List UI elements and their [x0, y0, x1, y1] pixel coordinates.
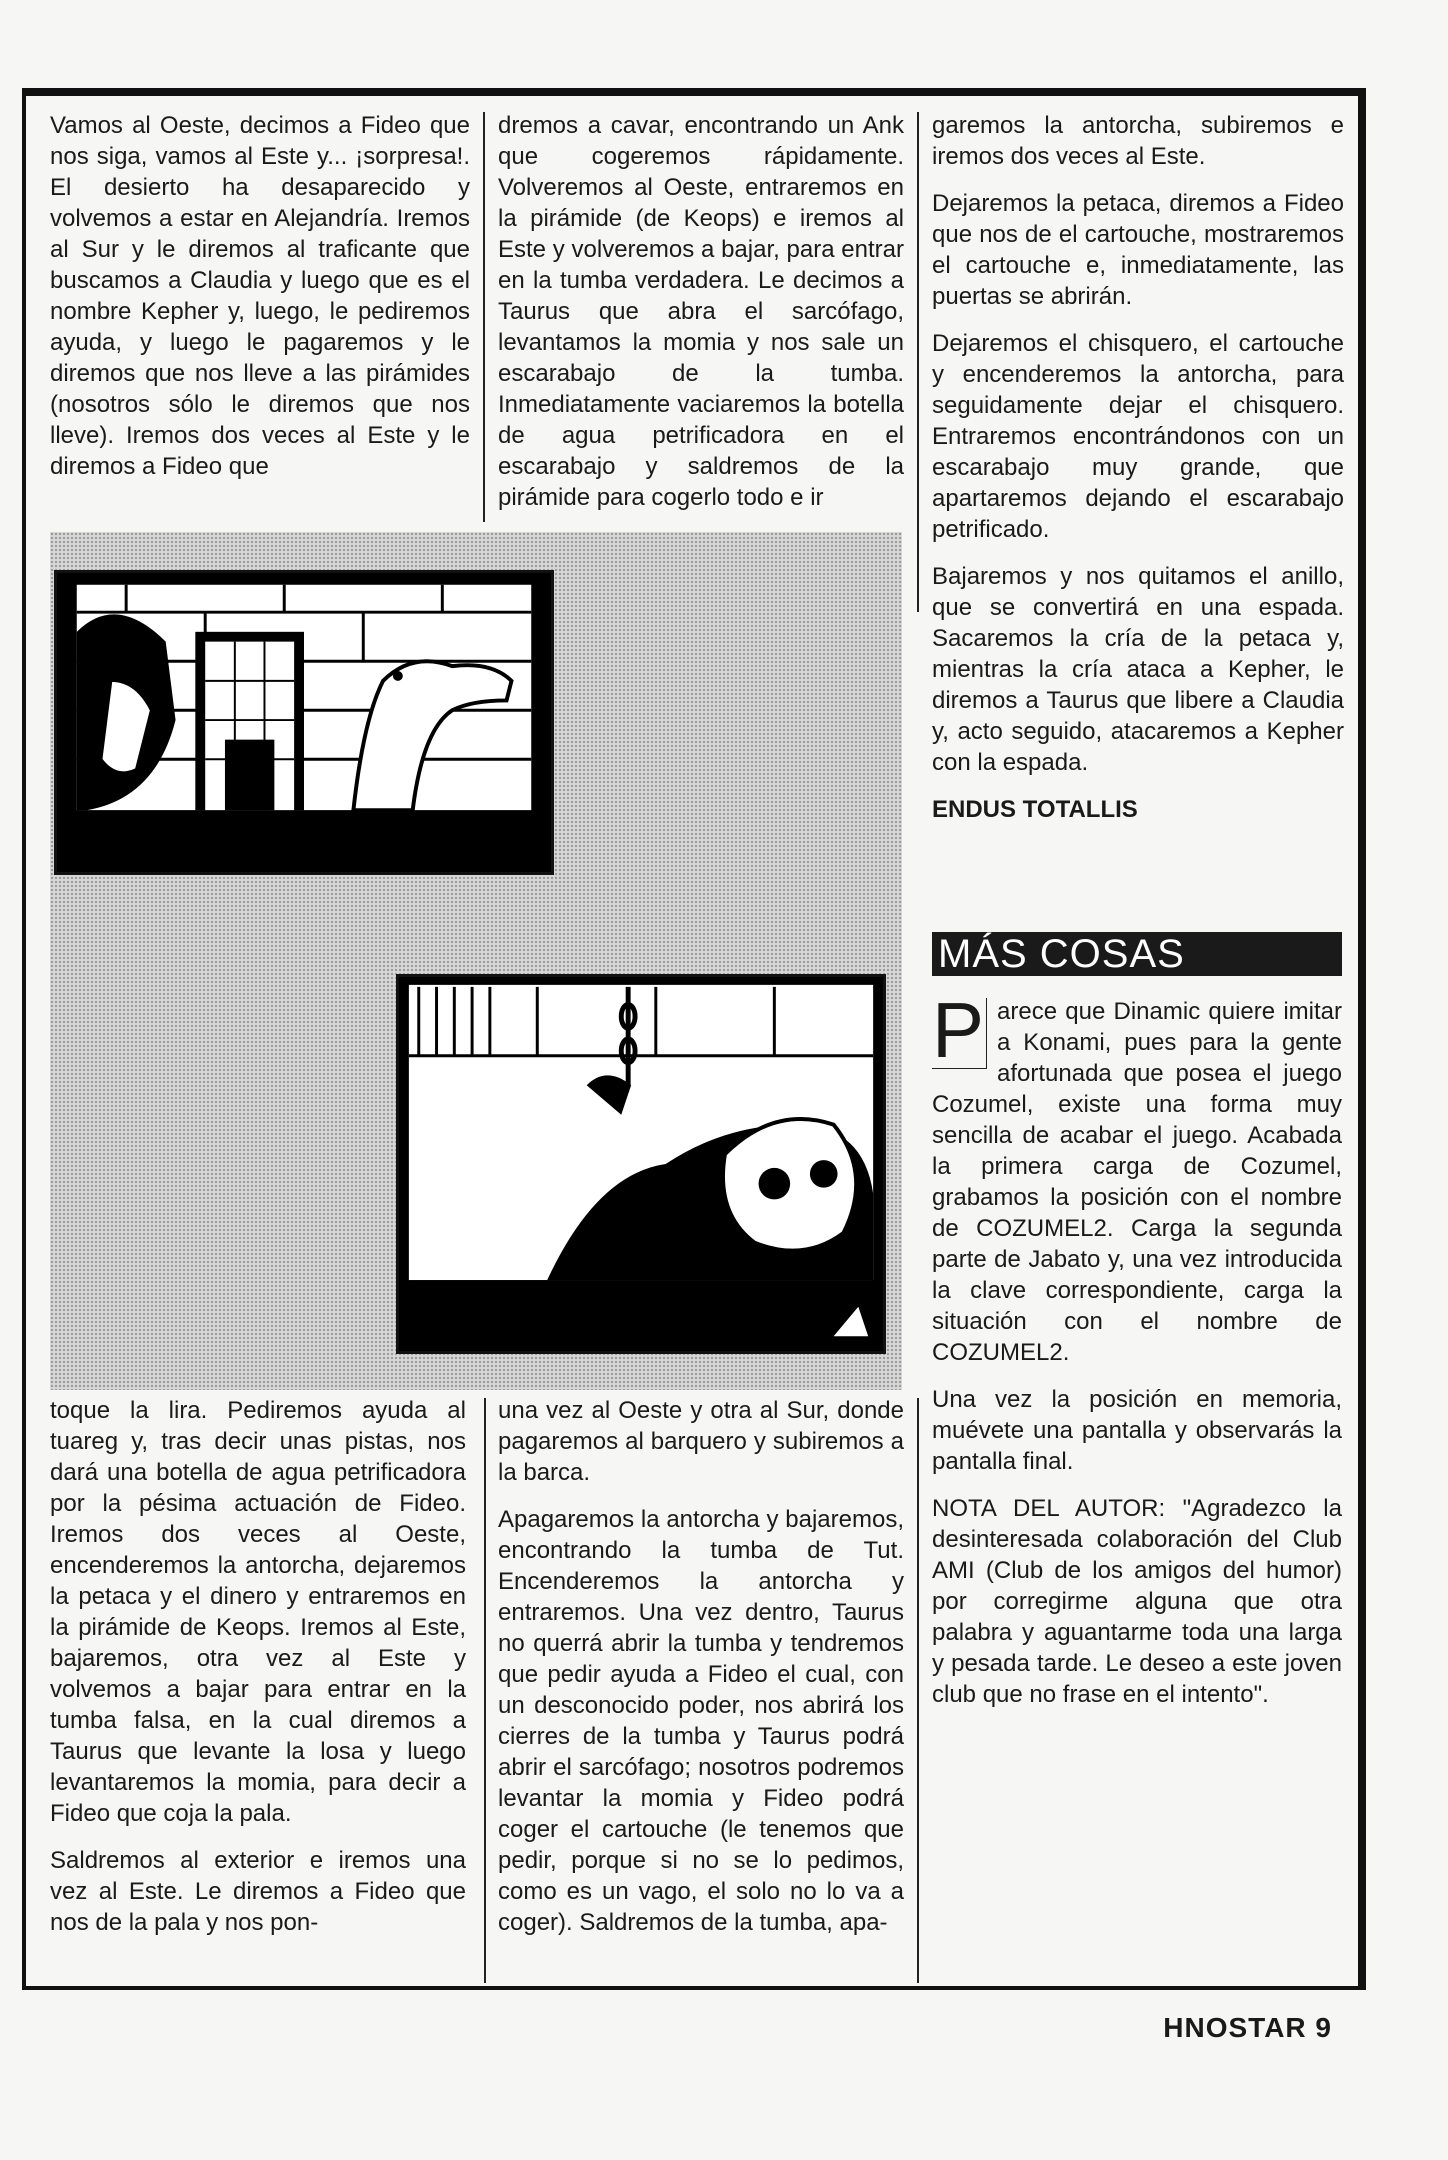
- paragraph: toque la lira. Pediremos ayuda al tuareg y, tras decir unas pistas, nos dará una botella de agua petrificadora por la pésima actuación de Fideo. Iremos dos veces al Oeste, encenderemos la antorcha, dejaremos la petaca y el dinero y entraremos en la pirámide de Keops. Iremos al Este, bajaremos, otra vez al Este y volvemos a bajar para entrar en la tumba falsa, en la cual diremos a Taurus que levante la losa y luego levantaremos la momia, para decir a Fideo que coja la pala.: [50, 1397, 466, 1827]
- column-1-bottom: [50, 1395, 466, 1954]
- paragraph: Vamos al Oeste, decimos a Fideo que nos siga, vamos al Este y... ¡sorpresa!. El desierto ha desaparecido y volvemos a estar en Alejandría. Iremos al Sur y le diremos al traficante que buscamos a Claudia y luego que es el nombre Kepher y, luego, le pediremos ayuda, y luego le pagaremos y le diremos que nos lleve a las pirámides (nosotros sólo le diremos que nos lleve). Iremos dos veces al Este y le diremos a Fideo que: [50, 112, 470, 480]
- game-screenshot-desert: [54, 570, 554, 875]
- paragraph-text: arece que Dinamic quiere imitar a Konami, pues para la gente afortunada que posea el juego Cozumel, existe una forma muy sencilla de acabar el juego. Acabada la primera carga de Cozumel, grabamos la posición con el nombre de COZUMEL2. Carga la segunda parte de Jabato y, una vez introducida la clave correspondiente, carga la situación con el nombre de COZUMEL2.: [932, 998, 1342, 1366]
- column-divider: [483, 112, 485, 522]
- paragraph: Dejaremos el chisquero, el cartouche y encenderemos la antorcha, para seguidamente dejar el chisquero. Entraremos encontrándonos con un escarabajo muy grande, que apartaremos dejando el escarabajo petrificado.: [932, 330, 1344, 543]
- column-divider: [917, 1398, 919, 1983]
- column-2-top: [498, 110, 904, 529]
- paragraph: Saldremos al exterior e iremos una vez al Este. Le diremos a Fideo que nos de la pala y nos pon-: [50, 1847, 466, 1936]
- column-divider: [917, 112, 919, 612]
- paragraph: NOTA DEL AUTOR: "Agradezco la desinteresada colaboración del Club AMI (Club de los amigos del humor) por corregirme alguna que otra palabra y aguantarme toda una larga y pesada tarde. Le deseo a este joven club que no frase en el intento".: [932, 1495, 1342, 1708]
- paragraph: Dejaremos la petaca, diremos a Fideo que nos de el cartouche, mostraremos el cartouche e, inmediatamente, las puertas se abrirán.: [932, 190, 1344, 310]
- sign-off: ENDUS TOTALLIS: [932, 796, 1138, 823]
- column-3-mas-cosas: [932, 986, 1342, 1726]
- paragraph: Bajaremos y nos quitamos el anillo, que se convertirá en una espada. Sacaremos la cría de la petaca y, mientras la cría ataca a Kepher, le diremos a Taurus que libere a Claudia y, acto seguido, atacaremos a Kepher con la espada.: [932, 563, 1344, 776]
- paragraph: Una vez la posición en memoria, muévete una pantalla y observarás la pantalla final.: [932, 1386, 1342, 1475]
- paragraph: dremos a cavar, encontrando un Ank que cogeremos rápidamente. Volveremos al Oeste, entraremos en la pirámide (de Keops) e iremos al Este y volveremos a bajar, para entrar en la tumba verdadera. Le decimos a Taurus que abra el sarcófago, levantamos la momia y nos sale un escarabajo de la tumba. Inmediatamente vaciaremos la botella de agua petrificadora en el escarabajo y saldremos de la pirámide para cogerlo todo e ir: [498, 112, 904, 511]
- page-footer: HNOSTAR 9: [1163, 2012, 1332, 2043]
- paragraph: [932, 986, 1342, 1368]
- column-divider: [484, 1398, 486, 1983]
- drop-cap: P: [932, 998, 987, 1069]
- column-2-bottom: [498, 1395, 904, 1954]
- paragraph: una vez al Oeste y otra al Sur, donde pagaremos al barquero y subiremos a la barca.: [498, 1397, 904, 1486]
- section-title: MÁS COSAS: [932, 932, 1342, 976]
- paragraph: garemos la antorcha, subiremos e iremos dos veces al Este.: [932, 112, 1344, 170]
- column-1-top: [50, 110, 470, 498]
- column-3: [932, 110, 1344, 841]
- game-screenshot-tomb: [396, 974, 886, 1354]
- paragraph: Apagaremos la antorcha y bajaremos, encontrando la tumba de Tut. Encenderemos la antorcha y entraremos. Una vez dentro, Taurus no querrá abrir la tumba y tendremos que pedir ayuda a Fideo el cual, con un desconocido poder, nos abrirá los cierres de la tumba y Taurus podrá abrir el sarcófago; nosotros podremos levantar la momia y Fideo podrá coger el cartouche (le tenemos que pedir, porque si no se lo pedimos, como es un vago, el solo no lo va a coger). Saldremos de la tumba, apa-: [498, 1506, 904, 1936]
